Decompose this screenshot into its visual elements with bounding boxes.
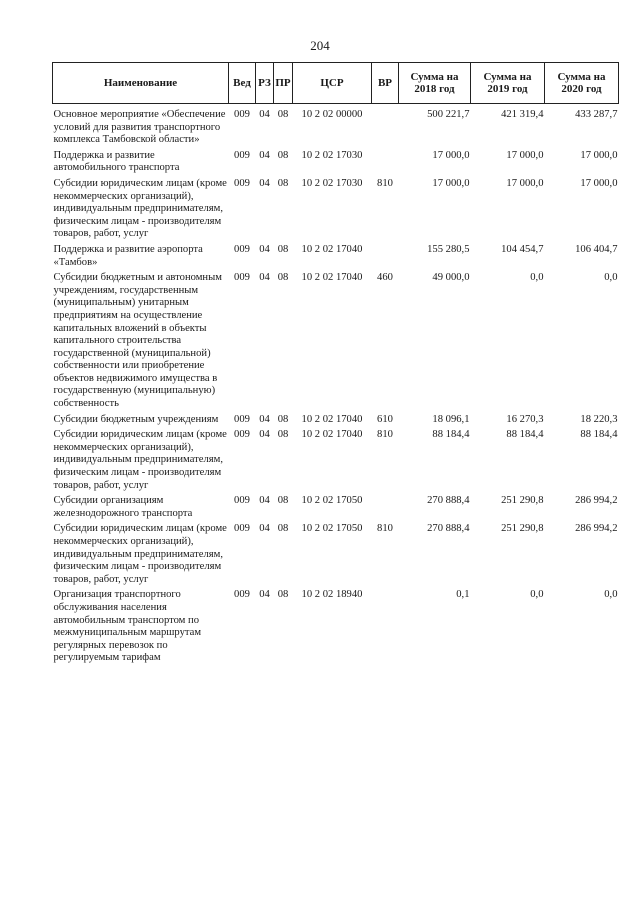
row-pr: 08 xyxy=(277,149,289,161)
row-name: Субсидии бюджетным и автономным учреждениям, государственным (муниципальным) унитарным предприятиям на осуществление капитальных вложений в объекты капитального строительства государственной (муниципальной) собственности или приобретение объектов недвижимого имущества в государственную (муниципальную) собственность xyxy=(53,272,222,410)
row-ved: 009 xyxy=(234,177,250,189)
row-sum-2019: 17 000,0 xyxy=(506,149,544,161)
row-pr: 08 xyxy=(277,523,289,535)
row-ved: 009 xyxy=(234,149,250,161)
row-sum-2018: 270 888,4 xyxy=(427,523,470,535)
row-vr: 810 xyxy=(377,523,393,535)
row-vr xyxy=(372,104,399,150)
row-sum-2018: 17 000,0 xyxy=(432,149,470,161)
row-sum-2020: 433 287,7 xyxy=(575,109,618,120)
table-row xyxy=(53,178,619,244)
header-sum-2018: Сумма на 2018 год xyxy=(399,63,471,104)
row-pr: 08 xyxy=(277,243,289,255)
table-row xyxy=(53,429,619,495)
row-name: Организация транспортного обслуживания населения автомобильным транспортом по межмуниципальным маршрутам регулярных перевозок по регулируемым тарифам xyxy=(53,589,202,664)
row-csr: 10 2 02 17040 xyxy=(301,429,363,441)
row-sum-2020: 286 994,2 xyxy=(575,523,618,535)
row-name: Основное мероприятие «Обеспечение условий для развития транспортного комплекса Тамбовской области» xyxy=(53,109,226,146)
row-rz: 04 xyxy=(259,589,270,601)
row-sum-2020: 18 220,3 xyxy=(580,413,618,425)
row-vr: 610 xyxy=(377,413,393,425)
row-sum-2018: 155 280,5 xyxy=(427,243,470,255)
row-pr: 08 xyxy=(277,272,289,284)
row-pr: 08 xyxy=(277,429,289,441)
row-sum-2020: 88 184,4 xyxy=(580,429,618,441)
row-ved: 009 xyxy=(234,243,250,255)
row-sum-2018: 49 000,0 xyxy=(432,272,470,284)
row-rz: 04 xyxy=(259,149,270,161)
row-rz: 04 xyxy=(259,429,270,441)
table-row xyxy=(53,589,619,668)
row-ved: 009 xyxy=(234,495,250,507)
page-number: 204 xyxy=(310,38,330,53)
row-vr xyxy=(372,495,399,523)
row-sum-2020: 17 000,0 xyxy=(580,177,618,189)
row-pr: 08 xyxy=(277,413,289,425)
row-sum-2019: 104 454,7 xyxy=(501,243,544,255)
row-sum-2018: 88 184,4 xyxy=(432,429,470,441)
header-name: Наименование xyxy=(53,63,229,104)
header-rz: РЗ xyxy=(256,63,274,104)
table-row xyxy=(53,104,619,150)
row-sum-2019: 421 319,4 xyxy=(501,109,544,120)
table-row xyxy=(53,272,619,414)
row-rz: 04 xyxy=(259,243,270,255)
header-sum-2020: Сумма на 2020 год xyxy=(545,63,619,104)
row-ved: 009 xyxy=(234,589,250,601)
row-sum-2020: 0,0 xyxy=(604,272,618,284)
row-name: Поддержка и развитие автомобильного транспорта xyxy=(53,149,180,174)
table-row xyxy=(53,150,619,178)
table-row xyxy=(53,244,619,272)
row-sum-2019: 251 290,8 xyxy=(501,495,544,507)
row-sum-2020: 0,0 xyxy=(604,589,618,601)
table-row xyxy=(53,414,619,430)
table-header xyxy=(53,63,619,104)
row-sum-2018: 500 221,7 xyxy=(427,109,470,120)
row-ved: 009 xyxy=(234,429,250,441)
row-pr: 08 xyxy=(277,177,289,189)
row-vr xyxy=(372,244,399,272)
row-sum-2018: 18 096,1 xyxy=(432,413,470,425)
row-sum-2018: 0,1 xyxy=(456,589,470,601)
header-sum-2019: Сумма на 2019 год xyxy=(471,63,545,104)
row-pr: 08 xyxy=(277,495,289,507)
row-pr: 08 xyxy=(277,589,289,601)
row-rz: 04 xyxy=(259,523,270,535)
row-sum-2018: 270 888,4 xyxy=(427,495,470,507)
row-csr: 10 2 02 00000 xyxy=(301,109,363,120)
row-name: Субсидии организациям железнодорожного транспорта xyxy=(53,495,193,519)
row-csr: 10 2 02 18940 xyxy=(301,589,363,601)
row-vr: 460 xyxy=(377,272,393,284)
header-pr: ПР xyxy=(274,63,293,104)
row-ved: 009 xyxy=(234,413,250,425)
table-row xyxy=(53,523,619,589)
header-vr: ВР xyxy=(372,63,399,104)
budget-table xyxy=(52,62,619,668)
table-body xyxy=(53,104,619,668)
row-csr: 10 2 02 17040 xyxy=(301,413,363,425)
row-name: Субсидии юридическим лицам (кроме некоммерческих организаций), индивидуальным предпринимателям, физическим лицам - производителям товаров, работ, услуг xyxy=(53,177,227,240)
row-csr: 10 2 02 17050 xyxy=(301,495,363,507)
row-csr: 10 2 02 17030 xyxy=(301,149,363,161)
row-name: Субсидии юридическим лицам (кроме некоммерческих организаций), индивидуальным предпринимателям, физическим лицам - производителям товаров, работ, услуг xyxy=(53,429,227,491)
row-ved: 009 xyxy=(234,523,250,535)
row-sum-2020: 106 404,7 xyxy=(575,243,618,255)
row-sum-2019: 0,0 xyxy=(530,272,544,284)
row-rz: 04 xyxy=(259,272,270,284)
row-rz: 04 xyxy=(259,109,270,120)
row-sum-2019: 88 184,4 xyxy=(506,429,544,441)
row-vr: 810 xyxy=(377,177,393,189)
row-sum-2020: 17 000,0 xyxy=(580,149,618,161)
row-sum-2018: 17 000,0 xyxy=(432,177,470,189)
row-rz: 04 xyxy=(259,177,270,189)
row-csr: 10 2 02 17040 xyxy=(301,272,363,284)
header-csr: ЦСР xyxy=(293,63,372,104)
row-vr xyxy=(372,150,399,178)
row-vr xyxy=(372,589,399,668)
row-name: Поддержка и развитие аэропорта «Тамбов» xyxy=(53,243,203,268)
row-rz: 04 xyxy=(259,413,270,425)
table-row xyxy=(53,495,619,523)
row-sum-2019: 0,0 xyxy=(530,589,544,601)
row-sum-2020: 286 994,2 xyxy=(575,495,618,507)
row-sum-2019: 251 290,8 xyxy=(501,523,544,535)
header-ved: Вед xyxy=(229,63,256,104)
row-ved: 009 xyxy=(234,109,250,120)
row-csr: 10 2 02 17040 xyxy=(301,243,363,255)
row-name: Субсидии бюджетным учреждениям xyxy=(53,413,219,425)
row-sum-2019: 17 000,0 xyxy=(506,177,544,189)
row-pr: 08 xyxy=(277,109,289,120)
row-ved: 009 xyxy=(234,272,250,284)
row-vr: 810 xyxy=(377,429,393,441)
row-csr: 10 2 02 17050 xyxy=(301,523,363,535)
row-csr: 10 2 02 17030 xyxy=(301,177,363,189)
row-rz: 04 xyxy=(259,495,270,507)
row-name: Субсидии юридическим лицам (кроме некоммерческих организаций), индивидуальным предпринимателям, физическим лицам - производителям товаров, работ, услуг xyxy=(53,523,227,585)
row-sum-2019: 16 270,3 xyxy=(506,413,544,425)
